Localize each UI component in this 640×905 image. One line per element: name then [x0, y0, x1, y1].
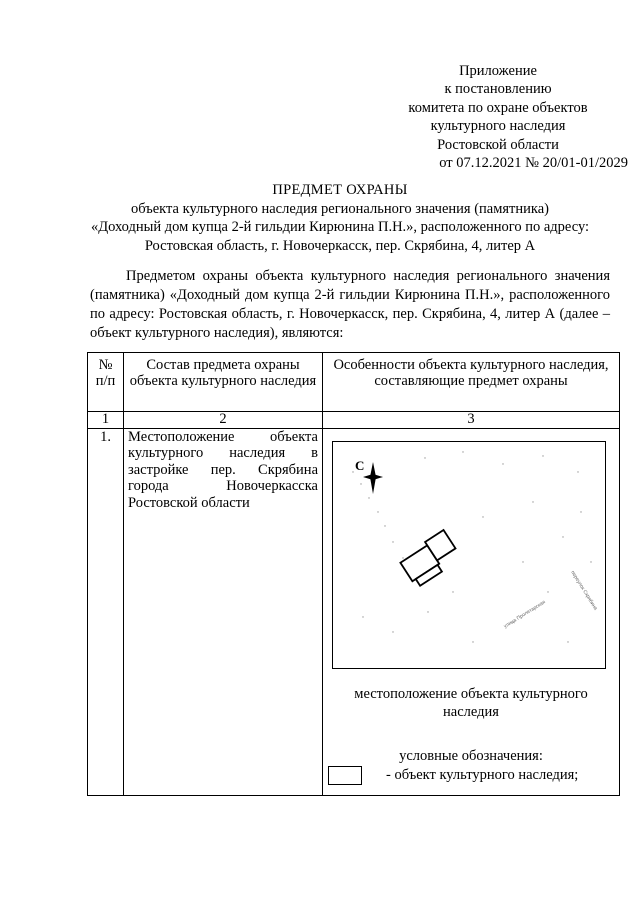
header-subject: Состав предмета охраны объекта культурного наследия [124, 353, 323, 412]
table-row [88, 429, 620, 796]
heritage-building-outline [398, 530, 462, 588]
location-map [332, 441, 606, 669]
map-street-dots [352, 451, 591, 642]
map-street-label: переулок Скрябина [569, 569, 599, 612]
header-features: Особенности объекта культурного наследия, составляющие предмет охраны [323, 353, 620, 412]
intro-paragraph [90, 267, 610, 343]
legend-symbol-box [328, 766, 362, 785]
row-subject: Местоположение объекта культурного наследия в застройке пер. Скрябина города Новочеркасска Ростовской области [124, 429, 323, 796]
table-header-row [88, 353, 620, 412]
legend-row [326, 766, 616, 785]
appendix-block [368, 62, 628, 172]
title-line: «Доходный дом купца 2-й гильдии Кирюнина П.Н.», расположенного по адресу: [90, 219, 590, 236]
title-line: объекта культурного наследия регионального значения (памятника) [130, 200, 550, 217]
column-number: 3 [323, 412, 620, 429]
protection-subject-table [87, 352, 620, 796]
map-street-label: улица Пролетарская [502, 599, 547, 630]
legend-title: условные обозначения: [399, 748, 543, 764]
north-arrow-icon [363, 462, 383, 494]
appendix-line: комитета по охране объектов [408, 99, 588, 116]
row-number: 1. [88, 429, 124, 796]
title-line: Ростовская область, г. Новочеркасск, пер. Скрябина, 4, литер А [144, 237, 536, 254]
appendix-line: Приложение [459, 63, 537, 79]
table-column-numbers-row [88, 412, 620, 429]
appendix-line: к постановлению [444, 81, 552, 98]
column-number: 1 [88, 412, 124, 429]
document-title [60, 181, 620, 255]
map-drawing [333, 442, 605, 668]
header-number: № п/п [88, 353, 124, 412]
appendix-line: культурного наследия [430, 118, 566, 135]
appendix-date-line: от 07.12.2021 № 20/01-01/2029 [439, 155, 628, 172]
title-heading: ПРЕДМЕТ ОХРАНЫ [272, 182, 408, 198]
row-features [323, 429, 620, 796]
appendix-line: Ростовской области [437, 136, 559, 153]
column-number: 2 [124, 412, 323, 429]
legend-item: - объект культурного наследия; [386, 767, 579, 784]
map-caption: местоположение объекта культурного наследия [354, 686, 588, 720]
intro-text: Предметом охраны объекта культурного наследия регионального значения (памятника) «Доходный дом купца 2-й гильдии Кирюнина П.Н.», расположенного по адресу: Ростовская область, г. Новочеркасск, пер. Скрябина, 4, литер А (далее – объект культурного наследия), являются: [90, 268, 610, 341]
north-label: С [355, 458, 365, 473]
